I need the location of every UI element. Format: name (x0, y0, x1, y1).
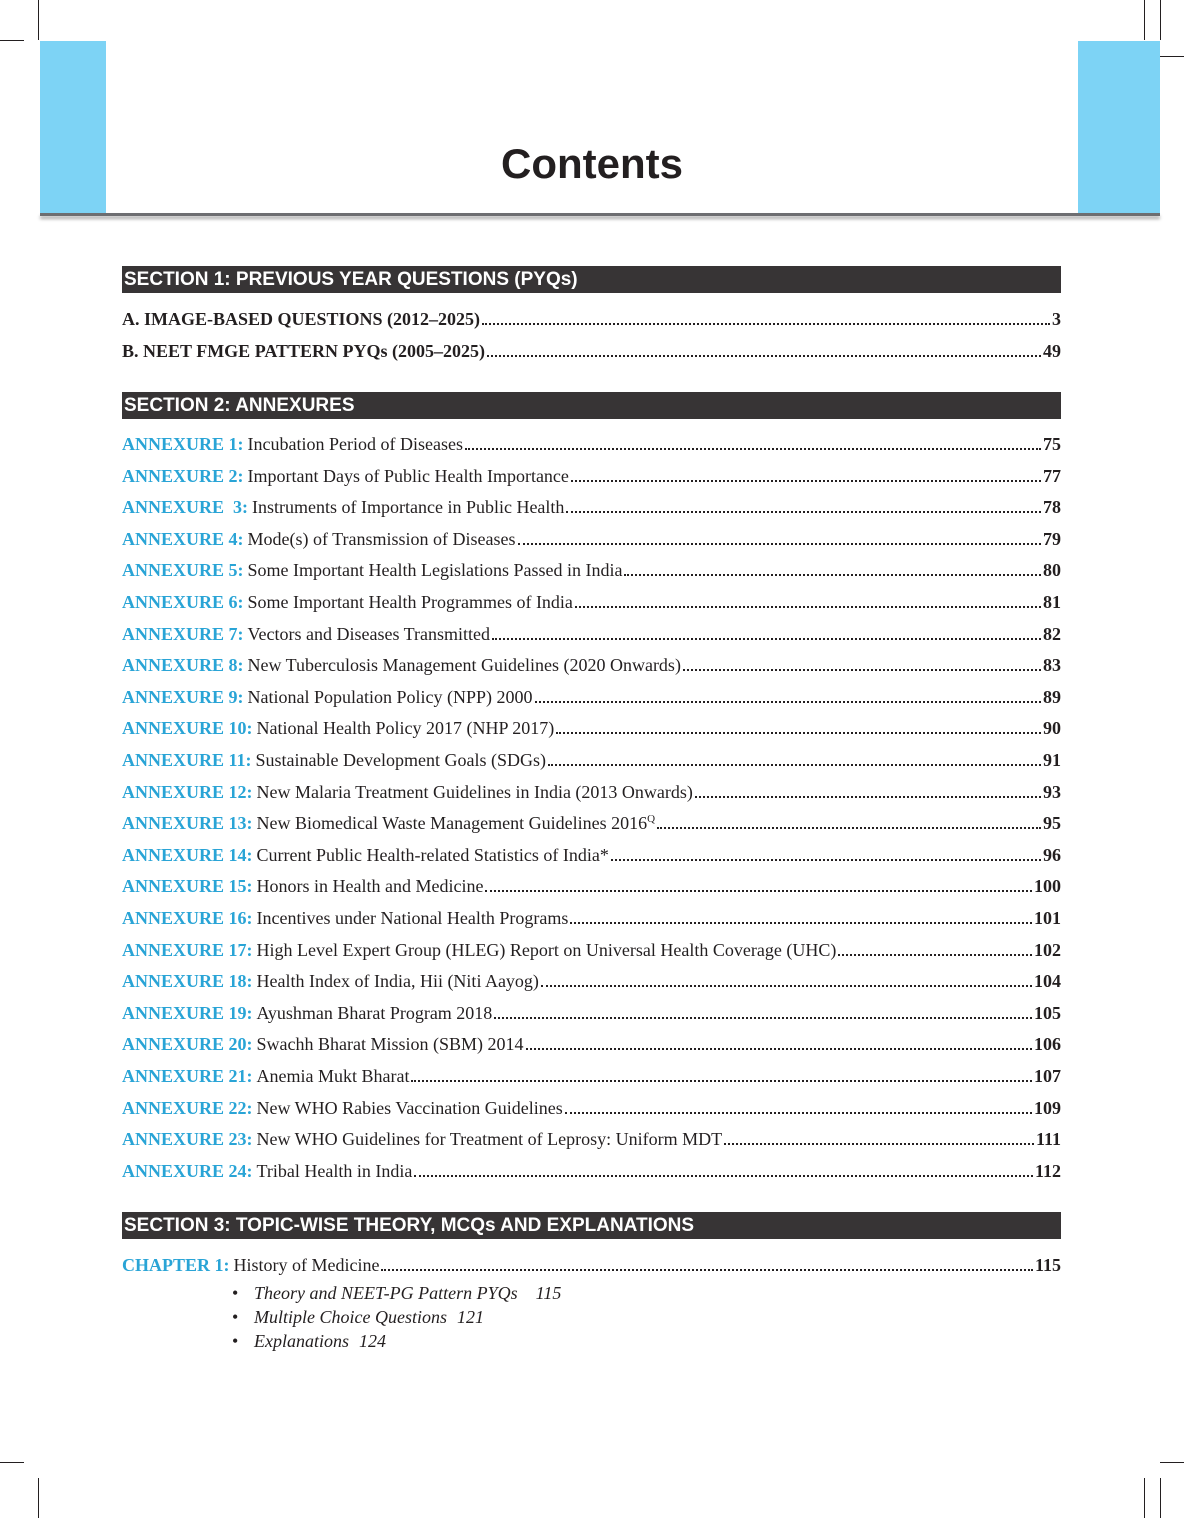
dot-leader (482, 322, 1050, 325)
page-title: Contents (501, 140, 683, 187)
toc-entry-page: 80 (1043, 560, 1061, 580)
toc-entry-label: ANNEXURE 3: (122, 497, 248, 517)
dot-leader (683, 668, 1041, 671)
toc-entry-title: B. NEET FMGE PATTERN PYQs (2005–2025) (122, 341, 486, 361)
toc-entry[interactable] (122, 1032, 1061, 1056)
dot-leader (657, 826, 1041, 829)
toc-entry[interactable] (122, 748, 1061, 772)
toc-entry-page: 89 (1043, 687, 1061, 707)
toc-entry-title: New Malaria Treatment Guidelines in India (2013 Onwards) (256, 782, 693, 802)
chapter-subitem[interactable] (232, 1329, 386, 1353)
toc-entry-label: ANNEXURE 19: (122, 1003, 253, 1023)
subitem-title: Theory and NEET-PG Pattern PYQs (254, 1283, 518, 1303)
toc-entry-title: Incentives under National Health Programs (256, 908, 569, 928)
toc-entry-title: High Level Expert Group (HLEG) Report on Universal Health Coverage (UHC) (256, 940, 837, 960)
dot-leader (411, 1079, 1032, 1082)
toc-entry[interactable] (122, 685, 1061, 709)
toc-entry-title: Important Days of Public Health Importance (247, 466, 569, 486)
toc-entry-page: 100 (1034, 876, 1061, 896)
toc-entry-label: ANNEXURE 14: (122, 845, 253, 865)
dot-leader (494, 1016, 1032, 1019)
toc-entry-label: ANNEXURE 9: (122, 687, 244, 707)
header-accent-left (40, 41, 106, 213)
chapter-subitem[interactable] (232, 1305, 484, 1329)
toc-entry-title: Honors in Health and Medicine (256, 876, 484, 896)
bullet: • (232, 1283, 239, 1303)
crop-mark (1160, 1462, 1184, 1463)
toc-entry-page: 95 (1043, 813, 1061, 833)
toc-entry-label: ANNEXURE 20: (122, 1034, 253, 1054)
toc-entry[interactable] (122, 653, 1061, 677)
dot-leader (541, 984, 1032, 987)
toc-entry-title: Tribal Health in India (256, 1161, 413, 1181)
toc-entry-label: ANNEXURE 8: (122, 655, 244, 675)
toc-entry-page: 75 (1043, 434, 1061, 454)
toc-entry-page: 96 (1043, 845, 1061, 865)
dot-leader (381, 1268, 1033, 1271)
toc-entry-page: 81 (1043, 592, 1061, 612)
toc-entry-page: 112 (1034, 1161, 1061, 1181)
toc-entry-page: 82 (1043, 624, 1061, 644)
crop-mark (1144, 0, 1145, 40)
toc-entry-page: 115 (1034, 1255, 1061, 1275)
toc-entry-page: 106 (1034, 1034, 1061, 1054)
toc-entry[interactable] (122, 1001, 1061, 1025)
toc-entry[interactable] (122, 1253, 1061, 1277)
toc-entry-title: Ayushman Bharat Program 2018 (256, 1003, 493, 1023)
toc-entry-title: Current Public Health-related Statistics of India* (256, 845, 609, 865)
crop-mark (0, 40, 24, 41)
toc-entry-label: ANNEXURE 7: (122, 624, 244, 644)
toc-entry-title: History of Medicine (233, 1255, 380, 1275)
crop-mark (1144, 1478, 1145, 1518)
header-accent-right (1078, 41, 1160, 213)
section-heading: SECTION 1: PREVIOUS YEAR QUESTIONS (PYQs) (122, 266, 1061, 293)
crop-mark (1160, 1478, 1161, 1518)
dot-leader (465, 447, 1041, 450)
toc-entry-title: Anemia Mukt Bharat (256, 1066, 410, 1086)
toc-entry-label: ANNEXURE 23: (122, 1129, 253, 1149)
toc-entry-page: 78 (1043, 497, 1061, 517)
toc-entry-page: 102 (1034, 940, 1061, 960)
toc-entry-label: ANNEXURE 18: (122, 971, 253, 991)
toc-entry-label: ANNEXURE 22: (122, 1098, 253, 1118)
toc-entry-page: 90 (1043, 718, 1061, 738)
toc-entry-title: Incubation Period of Diseases (247, 434, 463, 454)
toc-entry[interactable] (122, 307, 1061, 331)
toc-entry[interactable] (122, 716, 1061, 740)
crop-mark (38, 0, 39, 40)
dot-leader (492, 637, 1041, 640)
toc-entry-title: Instruments of Importance in Public Health (252, 497, 565, 517)
toc-entry[interactable] (122, 558, 1061, 582)
toc-entry[interactable] (122, 622, 1061, 646)
dot-leader (695, 795, 1041, 798)
toc-entry[interactable] (122, 780, 1061, 804)
toc-entry-label: ANNEXURE 5: (122, 560, 244, 580)
dot-leader (624, 573, 1041, 576)
toc-entry-page: 49 (1043, 341, 1061, 361)
header-rule (40, 213, 1160, 216)
toc-entry-title: Health Index of India, Hii (Niti Aayog) (256, 971, 539, 991)
toc-entry-title: New WHO Guidelines for Treatment of Leprosy: Uniform MDT (256, 1129, 723, 1149)
dot-leader (487, 354, 1041, 357)
toc-entry-title: Vectors and Diseases Transmitted (247, 624, 490, 644)
toc-entry[interactable] (122, 811, 1061, 835)
dot-leader (724, 1142, 1034, 1145)
dot-leader (414, 1174, 1033, 1177)
toc-entry-title: Swachh Bharat Mission (SBM) 2014 (256, 1034, 524, 1054)
toc-entry[interactable] (122, 1127, 1061, 1151)
superscript: Q (647, 813, 656, 825)
toc-entry[interactable] (122, 464, 1061, 488)
toc-entry-label: ANNEXURE 24: (122, 1161, 253, 1181)
toc-entry[interactable] (122, 339, 1061, 363)
toc-entry-title: Some Important Health Legislations Passed in India (247, 560, 623, 580)
toc-entry[interactable] (122, 590, 1061, 614)
toc-entry-label: ANNEXURE 16: (122, 908, 253, 928)
section-heading: SECTION 2: ANNEXURES (122, 392, 1061, 419)
toc-entry[interactable] (122, 495, 1061, 519)
toc-entry[interactable] (122, 1096, 1061, 1120)
toc-entry-title: National Population Policy (NPP) 2000 (247, 687, 533, 707)
section-heading: SECTION 3: TOPIC-WISE THEORY, MCQs AND EXPLANATIONS (122, 1212, 1061, 1239)
toc-entry[interactable] (122, 874, 1061, 898)
toc-entry-page: 101 (1034, 908, 1061, 928)
dot-leader (838, 953, 1032, 956)
toc-entry-label: ANNEXURE 2: (122, 466, 244, 486)
toc-entry-page: 79 (1043, 529, 1061, 549)
toc-entry[interactable] (122, 969, 1061, 993)
dot-leader (570, 921, 1032, 924)
toc-entry[interactable] (122, 1064, 1061, 1088)
crop-mark (0, 1462, 24, 1463)
toc-entry-title: New WHO Rabies Vaccination Guidelines (256, 1098, 563, 1118)
dot-leader (485, 889, 1032, 892)
dot-leader (566, 510, 1041, 513)
toc-entry-label: CHAPTER 1: (122, 1255, 230, 1275)
toc-entry-label: ANNEXURE 12: (122, 782, 253, 802)
toc-entry-page: 83 (1043, 655, 1061, 675)
toc-entry-title: A. IMAGE-BASED QUESTIONS (2012–2025) (122, 309, 481, 329)
toc-entry-page: 111 (1035, 1129, 1061, 1149)
dot-leader (535, 700, 1042, 703)
toc-entry-page: 77 (1043, 466, 1061, 486)
dot-leader (565, 1111, 1032, 1114)
crop-mark (1160, 0, 1161, 40)
dot-leader (556, 731, 1041, 734)
toc-entry-label: ANNEXURE 21: (122, 1066, 253, 1086)
crop-mark (1160, 56, 1184, 57)
toc-entry-title: New Biomedical Waste Management Guidelines 2016 (256, 813, 648, 833)
toc-entry-page: 107 (1034, 1066, 1061, 1086)
toc-entry-label: ANNEXURE 13: (122, 813, 253, 833)
toc-entry-title: New Tuberculosis Management Guidelines (2020 Onwards) (247, 655, 681, 675)
toc-entry-label: ANNEXURE 15: (122, 876, 253, 896)
toc-entry-label: ANNEXURE 17: (122, 940, 253, 960)
toc-entry-page: 93 (1043, 782, 1061, 802)
toc-entry-page: 105 (1034, 1003, 1061, 1023)
toc-entry-label: ANNEXURE 11: (122, 750, 252, 770)
dot-leader (611, 858, 1041, 861)
toc-entry-label: ANNEXURE 10: (122, 718, 253, 738)
toc-entry-title: Some Important Health Programmes of India (247, 592, 573, 612)
toc-entry[interactable] (122, 432, 1061, 456)
dot-leader (571, 479, 1041, 482)
dot-leader (526, 1047, 1033, 1050)
toc-entry-title: Sustainable Development Goals (SDGs) (255, 750, 546, 770)
subitem-page: 115 (535, 1283, 562, 1303)
subitem-title: Multiple Choice Questions (254, 1307, 447, 1327)
toc-entry-page: 91 (1043, 750, 1061, 770)
toc-entry-label: ANNEXURE 1: (122, 434, 244, 454)
toc-entry[interactable] (122, 1159, 1061, 1183)
toc-entry[interactable] (122, 906, 1061, 930)
toc-entry[interactable] (122, 843, 1061, 867)
dot-leader (518, 542, 1042, 545)
toc-entry-label: ANNEXURE 4: (122, 529, 244, 549)
subitem-page: 121 (456, 1307, 484, 1327)
toc-entry[interactable] (122, 938, 1061, 962)
dot-leader (548, 763, 1041, 766)
dot-leader (575, 605, 1041, 608)
crop-mark (38, 1478, 39, 1518)
chapter-subitem[interactable] (232, 1281, 561, 1305)
bullet: • (232, 1307, 239, 1327)
toc-entry-page: 104 (1034, 971, 1061, 991)
subitem-title: Explanations (254, 1331, 349, 1351)
toc-entry-label: ANNEXURE 6: (122, 592, 244, 612)
subitem-page: 124 (359, 1331, 386, 1351)
toc-entry-page: 109 (1034, 1098, 1061, 1118)
toc-entry[interactable] (122, 527, 1061, 551)
toc-entry-title: National Health Policy 2017 (NHP 2017) (256, 718, 555, 738)
toc-entry-page: 3 (1052, 309, 1061, 329)
bullet: • (232, 1331, 239, 1351)
toc-entry-title: Mode(s) of Transmission of Diseases (247, 529, 516, 549)
